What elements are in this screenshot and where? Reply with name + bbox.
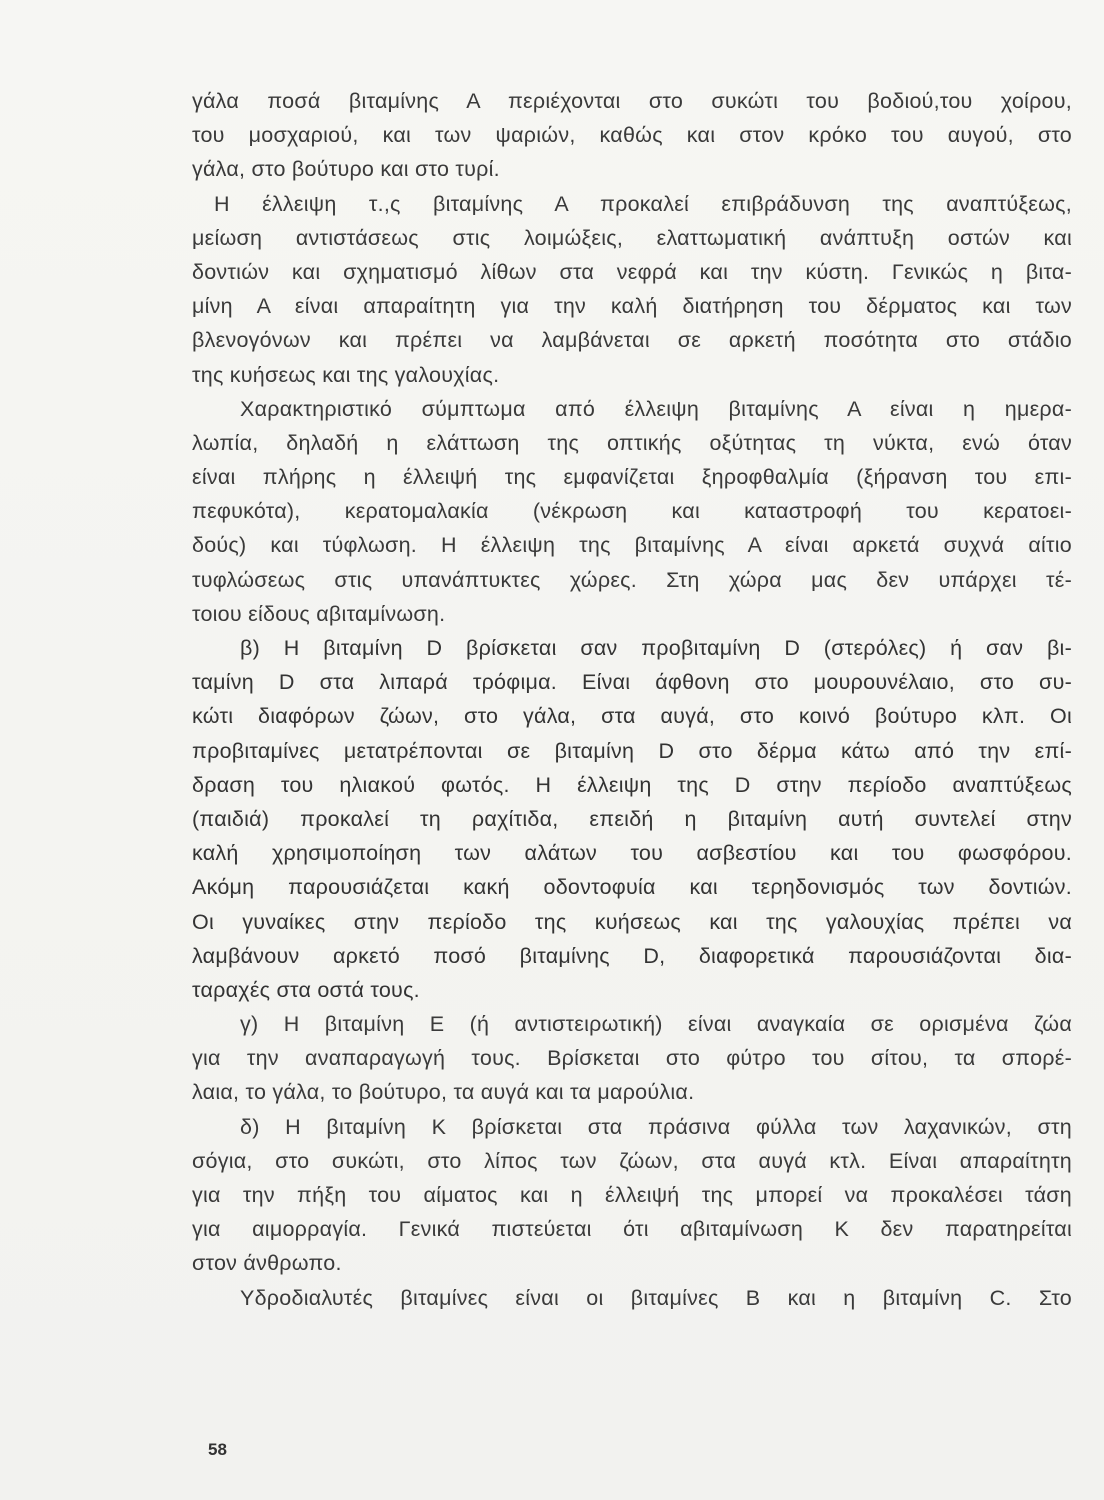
text-line: Ακόμη παρουσιάζεται κακή οδοντοφυία και τερηδονισμός των δοντιών. [192,875,1072,900]
text-line: της κυήσεως και της γαλουχίας. [192,362,500,387]
text-line: (παιδιά) προκαλεί τη ραχίτιδα, επειδή η βιταμίνη αυτή συντελεί στην [192,806,1072,831]
text-line: ταραχές στα οστά τους. [192,977,420,1002]
text-line: πεφυκότα), κερατομαλακία (νέκρωση και καταστροφή του κερατοει- [192,499,1072,524]
body-text [192,84,1072,1315]
text-line: τυφλώσεως στις υπανάπτυκτες χώρες. Στη χώρα μας δεν υπάρχει τέ- [192,567,1072,592]
text-line: λωπία, δηλαδή η ελάττωση της οπτικής οξύτητας τη νύκτα, ενώ όταν [192,430,1072,455]
text-line: δραση του ηλιακού φωτός. Η έλλειψη της D στην περίοδο αναπτύξεως [192,772,1072,797]
text-line: δοντιών και σχηματισμό λίθων στα νεφρά και την κύστη. Γενικώς η βιτα- [192,259,1072,284]
text-line: για την πήξη του αίματος και η έλλειψή της μπορεί να προκαλέσει τάση [192,1183,1072,1207]
text-line: δούς) και τύφλωση. Η έλλειψη της βιταμίνης Α είναι αρκετά συχνά αίτιο [192,533,1072,558]
text-line: μίνη Α είναι απαραίτητη για την καλή διατήρηση του δέρματος και των [192,294,1072,319]
text-line: Η έλλειψη τ.,ς βιταμίνης Α προκαλεί επιβράδυνση της αναπτύξεως, [214,191,1072,216]
text-line: λαια, το γάλα, το βούτυρο, τα αυγά και τα μαρούλια. [192,1080,695,1105]
text-line: λαμβάνουν αρκετό ποσό βιταμίνης D, διαφορετικά παρουσιάζονται δια- [192,943,1072,968]
text-line: του μοσχαριού, και των ψαριών, καθώς και στον κρόκο του αυγού, στο [192,123,1072,148]
text-line: είναι πλήρης η έλλειψή της εμφανίζεται ξηροφθαλμία (ξήρανση του επι- [192,465,1072,490]
text-line: Οι γυναίκες στην περίοδο της κυήσεως και της γαλουχίας πρέπει να [192,909,1072,934]
text-line: βλενογόνων και πρέπει να λαμβάνεται σε αρκετή ποσότητα στο στάδιο [192,328,1072,353]
text-line: δ) Η βιταμίνη Κ βρίσκεται στα πράσινα φύλλα των λαχανικών, στη [240,1114,1072,1139]
text-line: για αιμορραγία. Γενικά πιστεύεται ότι αβιταμίνωση Κ δεν παρατηρείται [192,1217,1072,1242]
text-line: τοιου είδους αβιταμίνωση. [192,601,446,626]
text-line: σόγια, στο συκώτι, στο λίπος των ζώων, στα αυγά κτλ. Είναι απαραίτητη [192,1148,1072,1173]
text-line: γάλα, στο βούτυρο και στο τυρί. [192,157,500,182]
text-line: μείωση αντιστάσεως στις λοιμώξεις, ελαττωματική ανάπτυξη οστών και [192,225,1072,250]
text-line: καλή χρησιμοποίηση των αλάτων του ασβεστίου και του φωσφόρου. [192,841,1072,866]
text-line: β) Η βιταμίνη D βρίσκεται σαν προβιταμίνη D (στερόλες) ή σαν βι- [240,636,1072,660]
text-line: προβιταμίνες μετατρέπονται σε βιταμίνη D στο δέρμα κάτω από την επί- [192,738,1072,763]
text-line: Υδροδιαλυτές βιταμίνες είναι οι βιταμίνες Β και η βιταμίνη C. Στο [240,1285,1072,1310]
text-line: Χαρακτηριστικό σύμπτωμα από έλλειψη βιταμίνης Α είναι η ημερα- [240,396,1072,421]
text-line: για την αναπαραγωγή τους. Βρίσκεται στο φύτρο του σίτου, τα σπορέ- [192,1046,1072,1071]
text-line: γάλα ποσά βιταμίνης Α περιέχονται στο συκώτι του βοδιού,του χοίρου, [192,89,1072,113]
text-line: κώτι διαφόρων ζώων, στο γάλα, στα αυγά, στο κοινό βούτυρο κλπ. Οι [192,704,1072,729]
text-line: γ) Η βιταμίνη Ε (ή αντιστειρωτική) είναι αναγκαία σε ορισμένα ζώα [240,1012,1072,1037]
page-number: 58 [208,1440,227,1459]
text-line: ταμίνη D στα λιπαρά τρόφιμα. Είναι άφθονη στο μουρουνέλαιο, στο συ- [192,670,1072,695]
text-line: στον άνθρωπο. [192,1251,342,1276]
